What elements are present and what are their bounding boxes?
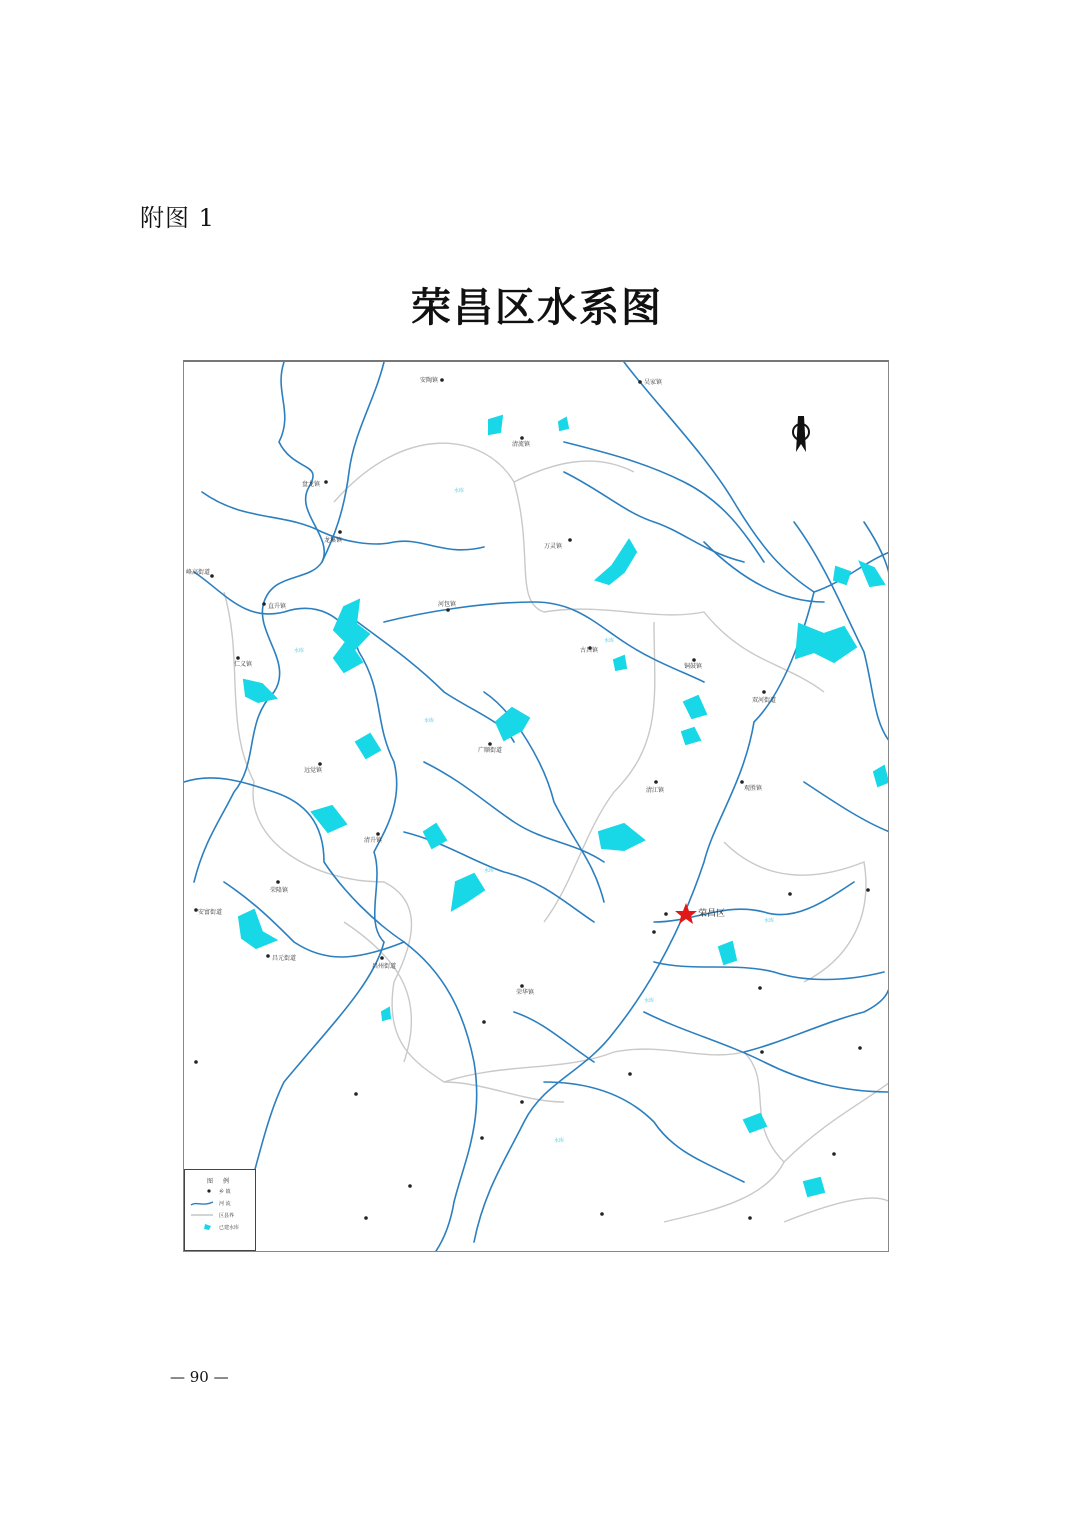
svg-text:吴家镇: 吴家镇	[644, 379, 663, 386]
map-canvas	[184, 362, 889, 1252]
town-markers	[194, 378, 870, 1220]
legend-row-town: 乡 镇	[185, 1185, 255, 1197]
svg-text:水库: 水库	[294, 648, 305, 654]
legend-title: 图 例	[207, 1178, 233, 1185]
svg-text:清升镇: 清升镇	[364, 837, 383, 844]
river-line-icon	[189, 1199, 215, 1207]
svg-text:水库: 水库	[644, 998, 655, 1004]
water-system-map	[183, 360, 889, 1252]
map-legend	[184, 1169, 256, 1251]
svg-text:昌元街道: 昌元街道	[272, 955, 297, 962]
reservoir-icon	[189, 1223, 215, 1231]
north-arrow-icon	[793, 416, 809, 452]
svg-text:水库: 水库	[604, 638, 615, 644]
town-labels	[186, 376, 776, 996]
svg-text:水库: 水库	[484, 868, 495, 874]
svg-text:水库: 水库	[554, 1138, 565, 1144]
svg-text:双河街道: 双河街道	[752, 697, 777, 704]
svg-text:龙集镇: 龙集镇	[324, 537, 343, 544]
svg-text:清江镇: 清江镇	[646, 787, 665, 794]
svg-text:水库: 水库	[764, 918, 775, 924]
capital-label: 荣昌区	[698, 909, 726, 919]
svg-text:峰高街道: 峰高街道	[186, 569, 211, 576]
svg-text:古昌镇: 古昌镇	[580, 647, 599, 654]
legend-row-river: 河 流	[185, 1197, 255, 1209]
boundary-line-icon	[189, 1211, 215, 1219]
reservoir-labels	[294, 487, 777, 1144]
legend-row-boundary: 区县界	[185, 1209, 255, 1221]
svg-text:仁义镇: 仁义镇	[234, 661, 253, 668]
legend-row-reservoir: 已建水库	[185, 1221, 255, 1233]
map-title: 荣昌区水系图	[411, 284, 663, 331]
figure-label: 附图 1	[140, 204, 215, 232]
svg-text:盘龙镇: 盘龙镇	[302, 481, 321, 488]
svg-text:荣隆镇: 荣隆镇	[270, 887, 289, 894]
svg-text:荣华镇: 荣华镇	[516, 989, 535, 996]
river-network	[184, 362, 889, 1252]
svg-text:水库: 水库	[454, 488, 465, 494]
svg-text:铜鼓镇: 铜鼓镇	[684, 663, 703, 670]
svg-text:观胜镇: 观胜镇	[744, 785, 763, 792]
svg-text:清流镇: 清流镇	[512, 441, 531, 448]
svg-text:水库: 水库	[424, 718, 435, 724]
svg-text:安富街道: 安富街道	[198, 909, 223, 916]
svg-text:广顺街道: 广顺街道	[478, 747, 503, 754]
town-dot-icon	[189, 1187, 215, 1195]
capital-marker	[675, 903, 725, 924]
svg-text:安陶镇: 安陶镇	[420, 377, 439, 384]
svg-text:远觉镇: 远觉镇	[304, 767, 323, 774]
svg-text:直升镇: 直升镇	[268, 603, 287, 610]
svg-text:昌州街道: 昌州街道	[372, 963, 397, 970]
svg-text:万灵镇: 万灵镇	[544, 543, 563, 550]
page-number: — 90 —	[170, 1368, 229, 1386]
svg-text:河包镇: 河包镇	[438, 601, 457, 608]
